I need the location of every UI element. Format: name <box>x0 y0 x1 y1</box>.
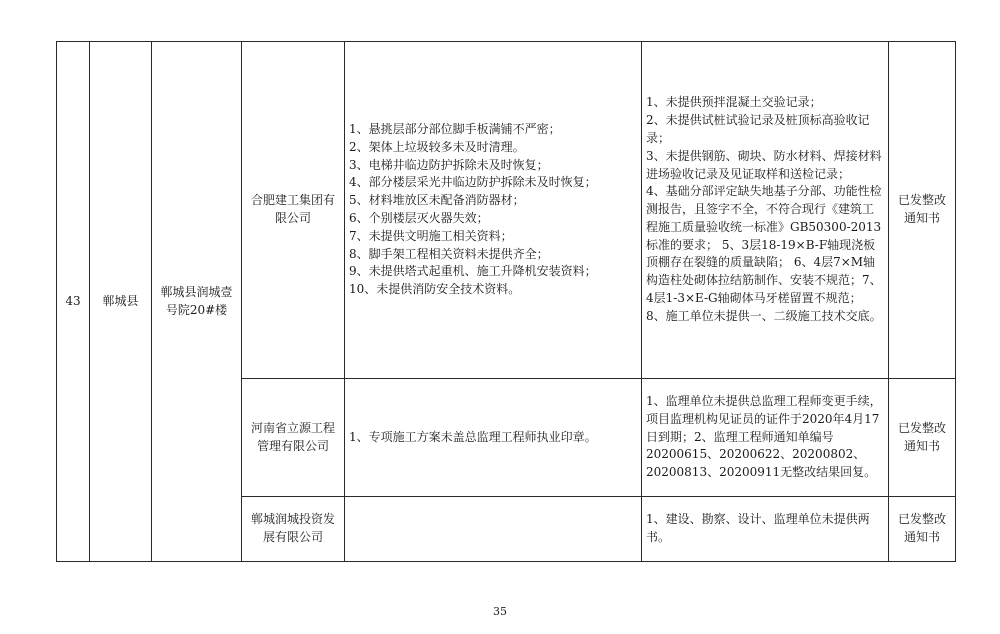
company-cell: 河南省立源工程管理有限公司 <box>242 379 345 497</box>
doc-line: 1、未提供预拌混凝土交验记录； <box>646 95 822 110</box>
doc-line: 1、建设、勘察、设计、监理单位未提供两书。 <box>646 512 870 544</box>
quality-issues-cell <box>642 42 889 379</box>
safety-issues-cell <box>345 379 642 497</box>
quality-issues-cell <box>642 497 889 562</box>
safety-issues-cell <box>345 497 642 562</box>
quality-issues-cell <box>642 379 889 497</box>
issue-line: 6、个别楼层灭火器失效； <box>349 211 489 225</box>
safety-issues-cell <box>345 42 642 379</box>
inspection-table <box>56 41 956 562</box>
doc-line: 2、未提供试桩试验记录及桩顶标高验收记录； <box>646 113 870 145</box>
company-cell: 郸城润城投资发展有限公司 <box>242 497 345 562</box>
issue-line: 1、专项施工方案未盖总监理工程师执业印章。 <box>349 429 597 444</box>
issue-line: 4、部分楼层采光井临边防护拆除未及时恢复； <box>349 175 597 190</box>
status-cell <box>889 379 956 497</box>
issue-line: 1、悬挑层部分部位脚手板满铺不严密； <box>349 122 561 137</box>
issue-line: 9、未提供塔式起重机、施工升降机安装资料； <box>349 264 597 279</box>
issue-line: 7、未提供文明施工相关资料； <box>349 228 513 243</box>
table-row <box>57 42 956 379</box>
doc-line: 3、未提供钢筋、砌块、防水材料、焊接材料进场验收记录及见证取样和送检记录； <box>646 148 882 181</box>
doc-line: 1、监理单位未提供总监理工程师变更手续，项目监理机构见证员的证件于2020年4月17日到期；2、监理工程师通知单编号20200615、20200622、20200802、20200813、20200911无整改结果回复。 <box>646 394 882 480</box>
issue-line: 8、脚手架工程相关资料未提供齐全； <box>349 246 549 261</box>
row-number: 43 <box>57 42 90 562</box>
status-cell <box>889 42 956 379</box>
status-cell <box>889 497 956 562</box>
issue-line: 3、电梯井临边防护拆除未及时恢复； <box>349 157 549 172</box>
status-text: 已发整改通知书 <box>897 420 946 453</box>
issue-line: 5、材料堆放区未配备消防器材； <box>349 193 525 208</box>
project-name-cell: 郸城县润城壹号院20#楼 <box>152 42 242 562</box>
status-text: 已发整改通知书 <box>897 193 946 225</box>
doc-line: 4、基础分部评定缺失地基子分部、功能性检测报告，且签字不全，不符合现行《建筑工程施工质量验收统一标准》GB50300-2013标准的要求； 5、3层18-19×B-F轴现浇板顶棚存在裂缝的质量缺陷； 6、4层7×M轴构造柱处砌体拉结筋制作、安装不规范；7、4层1-3×E-G轴砌体马牙槎留置不规范； 8、施工单位未提供一、二级施工技术交底。 <box>646 184 882 323</box>
issue-line: 10、未提供消防安全技术资料。 <box>349 282 521 297</box>
county-cell: 郸城县 <box>90 42 152 562</box>
issue-line: 2、架体上垃圾较多未及时清理。 <box>349 139 525 154</box>
page-number: 35 <box>493 605 507 618</box>
company-cell: 合肥建工集团有限公司 <box>242 42 345 379</box>
status-text: 已发整改通知书 <box>897 512 946 544</box>
